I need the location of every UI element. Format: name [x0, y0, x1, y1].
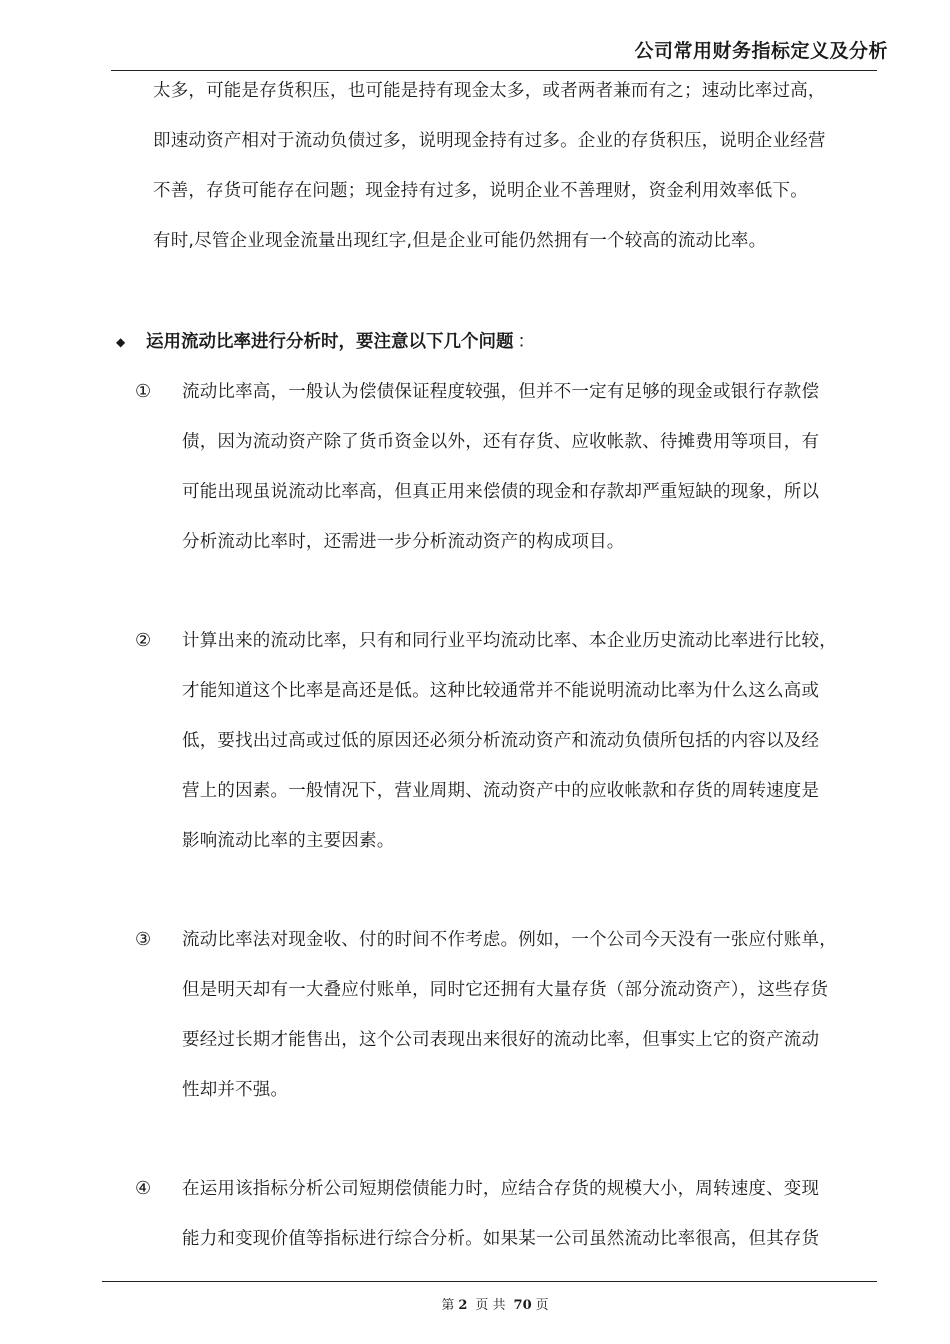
text-line: 分析流动比率时，还需进一步分析流动资产的构成项目。: [182, 532, 625, 552]
text-line: 要经过长期才能售出，这个公司表现出来很好的流动比率，但事实上它的资产流动: [182, 1030, 820, 1050]
page-header-title: 公司常用财务指标定义及分析: [634, 40, 888, 62]
text-line: 即速动资产相对于流动负债过多，说明现金持有过多。企业的存货积压，说明企业经营: [153, 131, 826, 151]
text-line: 能力和变现价值等指标进行综合分析。如果某一公司虽然流动比率很高，但其存货: [182, 1229, 820, 1249]
text-line: 营上的因素。一般情况下，营业周期、流动资产中的应收帐款和存货的周转速度是: [182, 781, 820, 801]
text-line: 流动比率高，一般认为偿债保证程度较强，但并不一定有足够的现金或银行存款偿: [182, 382, 820, 402]
text-line: 可能出现虽说流动比率高，但真正用来偿债的现金和存款却严重短缺的现象，所以: [182, 482, 820, 502]
item-number: ③: [135, 929, 152, 950]
footer-suffix: 页: [535, 1298, 549, 1313]
intro-paragraph: [153, 66, 826, 266]
text-line: 债，因为流动资产除了货币资金以外，还有存货、应收帐款、待摊费用等项目，有: [182, 432, 820, 452]
item-number: ④: [135, 1178, 152, 1199]
footer-prefix: 第: [441, 1298, 455, 1313]
text-line: 在运用该指标分析公司短期偿债能力时，应结合存货的规模大小，周转速度、变现: [182, 1179, 820, 1199]
text-line: 太多，可能是存货积压，也可能是持有现金太多，或者两者兼而有之；速动比率过高，: [153, 81, 826, 101]
item-number: ①: [135, 381, 152, 402]
text-line: 但是明天却有一大叠应付账单，同时它还拥有大量存货（部分流动资产），这些存货: [182, 980, 829, 1000]
text-line: 影响流动比率的主要因素。: [182, 831, 395, 851]
bullet-heading-colon: ：: [517, 332, 535, 352]
text-line: 性却并不强。: [182, 1080, 289, 1100]
footer-middle: 页 共: [475, 1298, 506, 1313]
page-footer: [0, 1294, 950, 1313]
text-line: 有时,尽管企业现金流量出现红字,但是企业可能仍然拥有一个较高的流动比率。: [153, 231, 767, 251]
text-line: 不善，存货可能存在问题；现金持有过多，说明企业不善理财，资金利用效率低下。: [153, 181, 808, 201]
text-line: 计算出来的流动比率，只有和同行业平均流动比率、本企业历史流动比率进行比较，: [182, 631, 837, 651]
footer-divider: [102, 1281, 877, 1282]
diamond-bullet-icon: ◆: [116, 335, 126, 349]
list-item-paragraph: [182, 616, 837, 866]
list-item-paragraph: [182, 915, 837, 1115]
text-line: 流动比率法对现金收、付的时间不作考虑。例如，一个公司今天没有一张应付账单，: [182, 930, 837, 950]
text-line: 低，要找出过高或过低的原因还必须分析流动资产和流动负债所包括的内容以及经: [182, 731, 820, 751]
list-item-paragraph: [182, 1164, 819, 1264]
total-page-count: 70: [513, 1298, 532, 1313]
bullet-heading-text: 运用流动比率进行分析时，要注意以下几个问题: [146, 332, 514, 352]
text-line: 才能知道这个比率是高还是低。这种比较通常并不能说明流动比率为什么这么高或: [182, 681, 820, 701]
item-number: ②: [135, 630, 152, 651]
current-page-number: 2: [458, 1298, 468, 1313]
list-item-paragraph: [182, 367, 819, 567]
section-bullet-heading: [116, 317, 535, 367]
